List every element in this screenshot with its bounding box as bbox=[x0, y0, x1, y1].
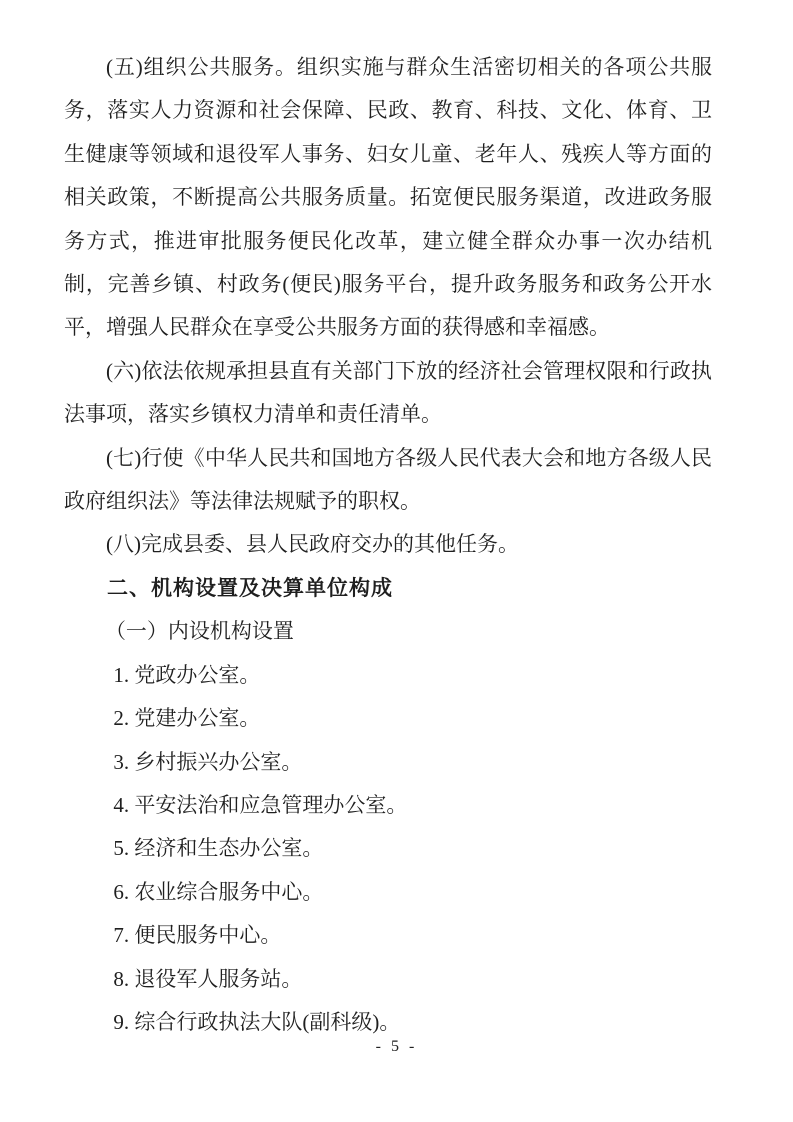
subsection-heading: （一）内设机构设置 bbox=[104, 619, 294, 644]
org-list-item-9: 9. 综合行政执法大队(副科级)。 bbox=[113, 1009, 401, 1034]
org-list-item-1: 1. 党政办公室。 bbox=[113, 662, 261, 687]
body-paragraph-8: (八)完成县委、县人民政府交办的其他任务。 bbox=[106, 532, 519, 557]
org-list-item-8: 8. 退役军人服务站。 bbox=[113, 966, 303, 991]
org-list-item-4: 4. 平安法治和应急管理办公室。 bbox=[113, 792, 408, 817]
org-list-item-5: 5. 经济和生态办公室。 bbox=[113, 836, 324, 861]
org-list-item-2: 2. 党建办公室。 bbox=[113, 706, 261, 731]
body-paragraph-7: (七)行使《中华人民共和国地方各级人民代表大会和地方各级人民政府组织法》等法律法规赋予的职权。 bbox=[64, 445, 712, 514]
org-list-item-6: 6. 农业综合服务中心。 bbox=[113, 879, 324, 904]
body-paragraph-5: (五)组织公共服务。组织实施与群众生活密切相关的各项公共服务，落实人力资源和社会保障、民政、教育、科技、文化、体育、卫生健康等领域和退役军人事务、妇女儿童、老年人、残疾人等方面的相关政策，不断提高公共服务质量。拓宽便民服务渠道，改进政务服务方式，推进审批服务便民化改革，建立健全群众办事一次办结机制，完善乡镇、村政务(便民)服务平台，提升政务服务和政务公开水平，增强人民群众在享受公共服务方面的获得感和幸福感。 bbox=[64, 55, 712, 340]
document-body bbox=[64, 46, 712, 1044]
org-list-item-7: 7. 便民服务中心。 bbox=[113, 923, 282, 948]
page-number: - 5 - bbox=[375, 1038, 418, 1055]
section-heading: 二、机构设置及决算单位构成 bbox=[107, 576, 394, 600]
org-list-item-3: 3. 乡村振兴办公室。 bbox=[113, 749, 303, 774]
body-paragraph-6: (六)依法依规承担县直有关部门下放的经济社会管理权限和行政执法事项，落实乡镇权力清单和责任清单。 bbox=[64, 358, 712, 427]
